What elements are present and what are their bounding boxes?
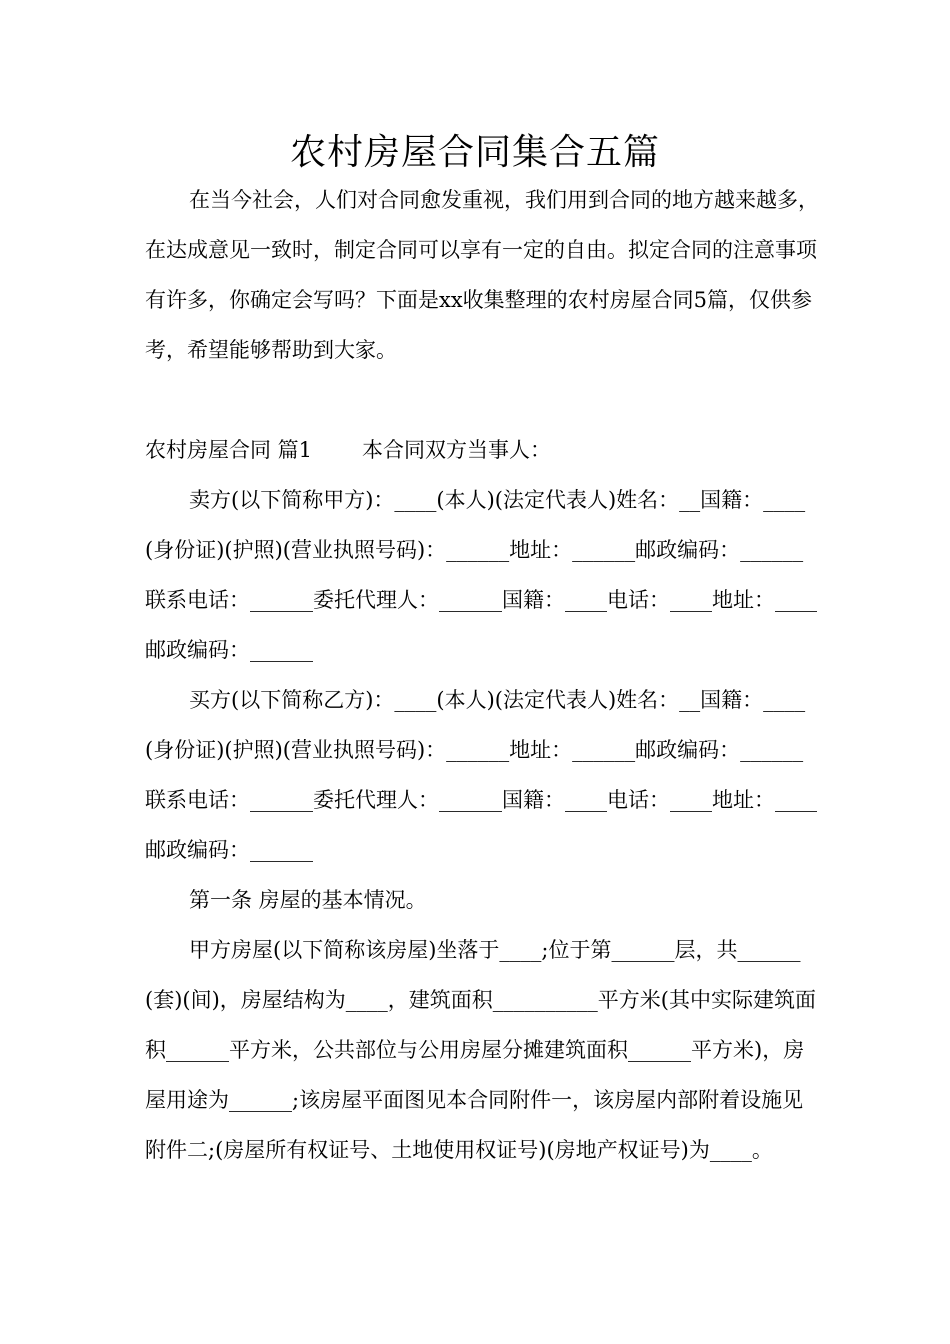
- buyer-clause: 买方(以下简称乙方)：____(本人)(法定代表人)姓名：__国籍：____(身份证)(护照)(营业执照号码)：______地址：______邮政编码：______联系电话：______委托代理人：______国籍：____电话：____地址：____邮政编码：______: [145, 688, 817, 862]
- seller-clause: 卖方(以下简称甲方)：____(本人)(法定代表人)姓名：__国籍：____(身份证)(护照)(营业执照号码)：______地址：______邮政编码：______联系电话：______委托代理人：______国籍：____电话：____地址：____邮政编码：______: [145, 488, 817, 662]
- article-1-heading: 第一条 房屋的基本情况。: [189, 888, 427, 912]
- section-label: 农村房屋合同 篇1: [145, 438, 313, 462]
- section-parties: 本合同双方当事人：: [362, 438, 552, 462]
- article-1-body: 甲方房屋(以下简称该房屋)坐落于____;位于第______层，共______(套)(间)，房屋结构为____，建筑面积__________平方米(其中实际建筑面积______平方米，公共部位与公用房屋分摊建筑面积______平方米)，房屋用途为______;该房屋平面图见本合同附件一，该房屋内部附着设施见附件二;(房屋所有权证号、土地使用权证号)(房地产权证号)为____。: [145, 938, 816, 1162]
- section-heading: [145, 425, 820, 475]
- document-title: 农村房屋合同集合五篇: [289, 132, 660, 173]
- intro-paragraph: 在当今社会，人们对合同愈发重视，我们用到合同的地方越来越多，在达成意见一致时，制定合同可以享有一定的自由。拟定合同的注意事项有许多，你确定会写吗？下面是xx收集整理的农村房屋合同5篇，仅供参考，希望能够帮助到大家。: [145, 188, 819, 362]
